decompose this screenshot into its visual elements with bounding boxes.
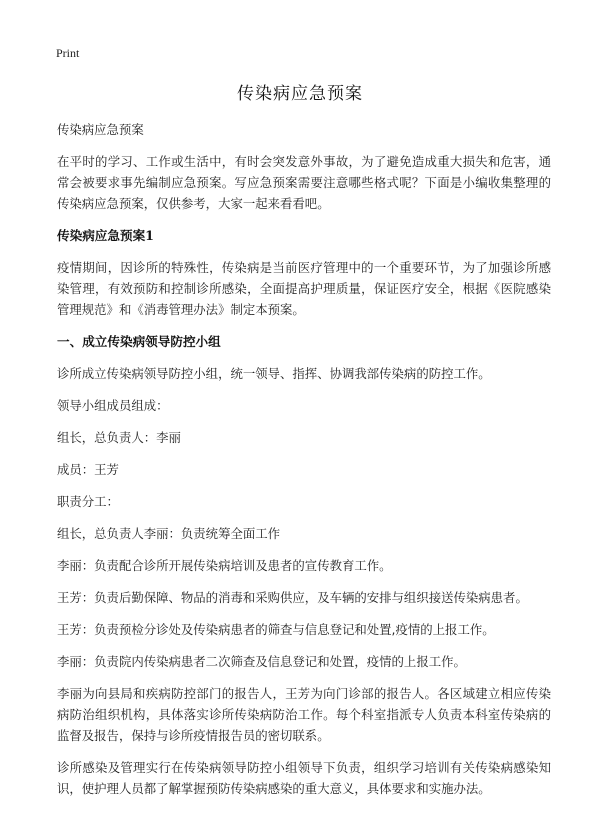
paragraph-training: 诊所感染及管理实行在传染病领导防控小组领导下负责，组织学习培训有关传染病感染知识，使护理人员都了解掌握预防传染病感染的重大意义，具体要求和实施办法。 — [57, 760, 551, 796]
section-paragraph: 疫情期间，因诊所的特殊性，传染病是当前医疗管理中的一个重要环节，为了加强诊所感染管理，有效预防和控制诊所感染，全面提高护理质量，保证医疗安全，根据《医院感染管理规范》和《消毒管理办法》制定本预案。 — [57, 260, 551, 317]
section-heading-group: 一、成立传染病领导防控小组 — [57, 334, 221, 349]
paragraph-duty: 王芳：负责后勤保障、物品的消毒和采购供应，及车辆的安排与组织接送传染病患者。 — [57, 590, 528, 605]
document-body — [57, 119, 551, 810]
paragraph-members-label: 领导小组成员组成： — [57, 398, 169, 413]
paragraph-duty: 李丽：负责配合诊所开展传染病培训及患者的宣传教育工作。 — [57, 558, 392, 573]
section-heading-plan1: 传染病应急预案1 — [57, 228, 154, 243]
paragraph-duty: 王芳：负责预检分诊处及传染病患者的筛查与信息登记和处置,疫情的上报工作。 — [57, 622, 495, 637]
paragraph-duty: 李丽：负责院内传染病患者二次筛查及信息登记和处置，疫情的上报工作。 — [57, 654, 466, 669]
paragraph-leader: 组长，总负责人：李丽 — [57, 430, 181, 445]
intro-paragraph: 在平时的学习、工作或生活中，有时会突发意外事故，为了避免造成重大损失和危害，通常会被要求事先编制应急预案。写应急预案需要注意哪些格式呢？下面是小编收集整理的传染病应急预案，仅供参考，大家一起来看看吧。 — [57, 154, 551, 211]
paragraph-member: 成员：王芳 — [57, 462, 119, 477]
subtitle: 传染病应急预案 — [57, 122, 144, 137]
paragraph-reporter: 李丽为向县局和疾病防控部门的报告人，王芳为向门诊部的报告人。各区域建立相应传染病防治组织机构，具体落实诊所传染病防治工作。每个科室指派专人负责本科室传染病的监督及报告，保持与诊所疫情报告员的密切联系。 — [57, 686, 551, 743]
page-title: 传染病应急预案 — [237, 84, 363, 104]
paragraph-duty: 组长，总负责人李丽：负责统筹全面工作 — [57, 526, 281, 541]
print-link[interactable]: Print — [56, 46, 80, 60]
paragraph-group: 诊所成立传染病领导防控小组，统一领导、指挥、协调我部传染病的防控工作。 — [57, 366, 491, 381]
paragraph-duties-label: 职责分工： — [57, 494, 119, 509]
